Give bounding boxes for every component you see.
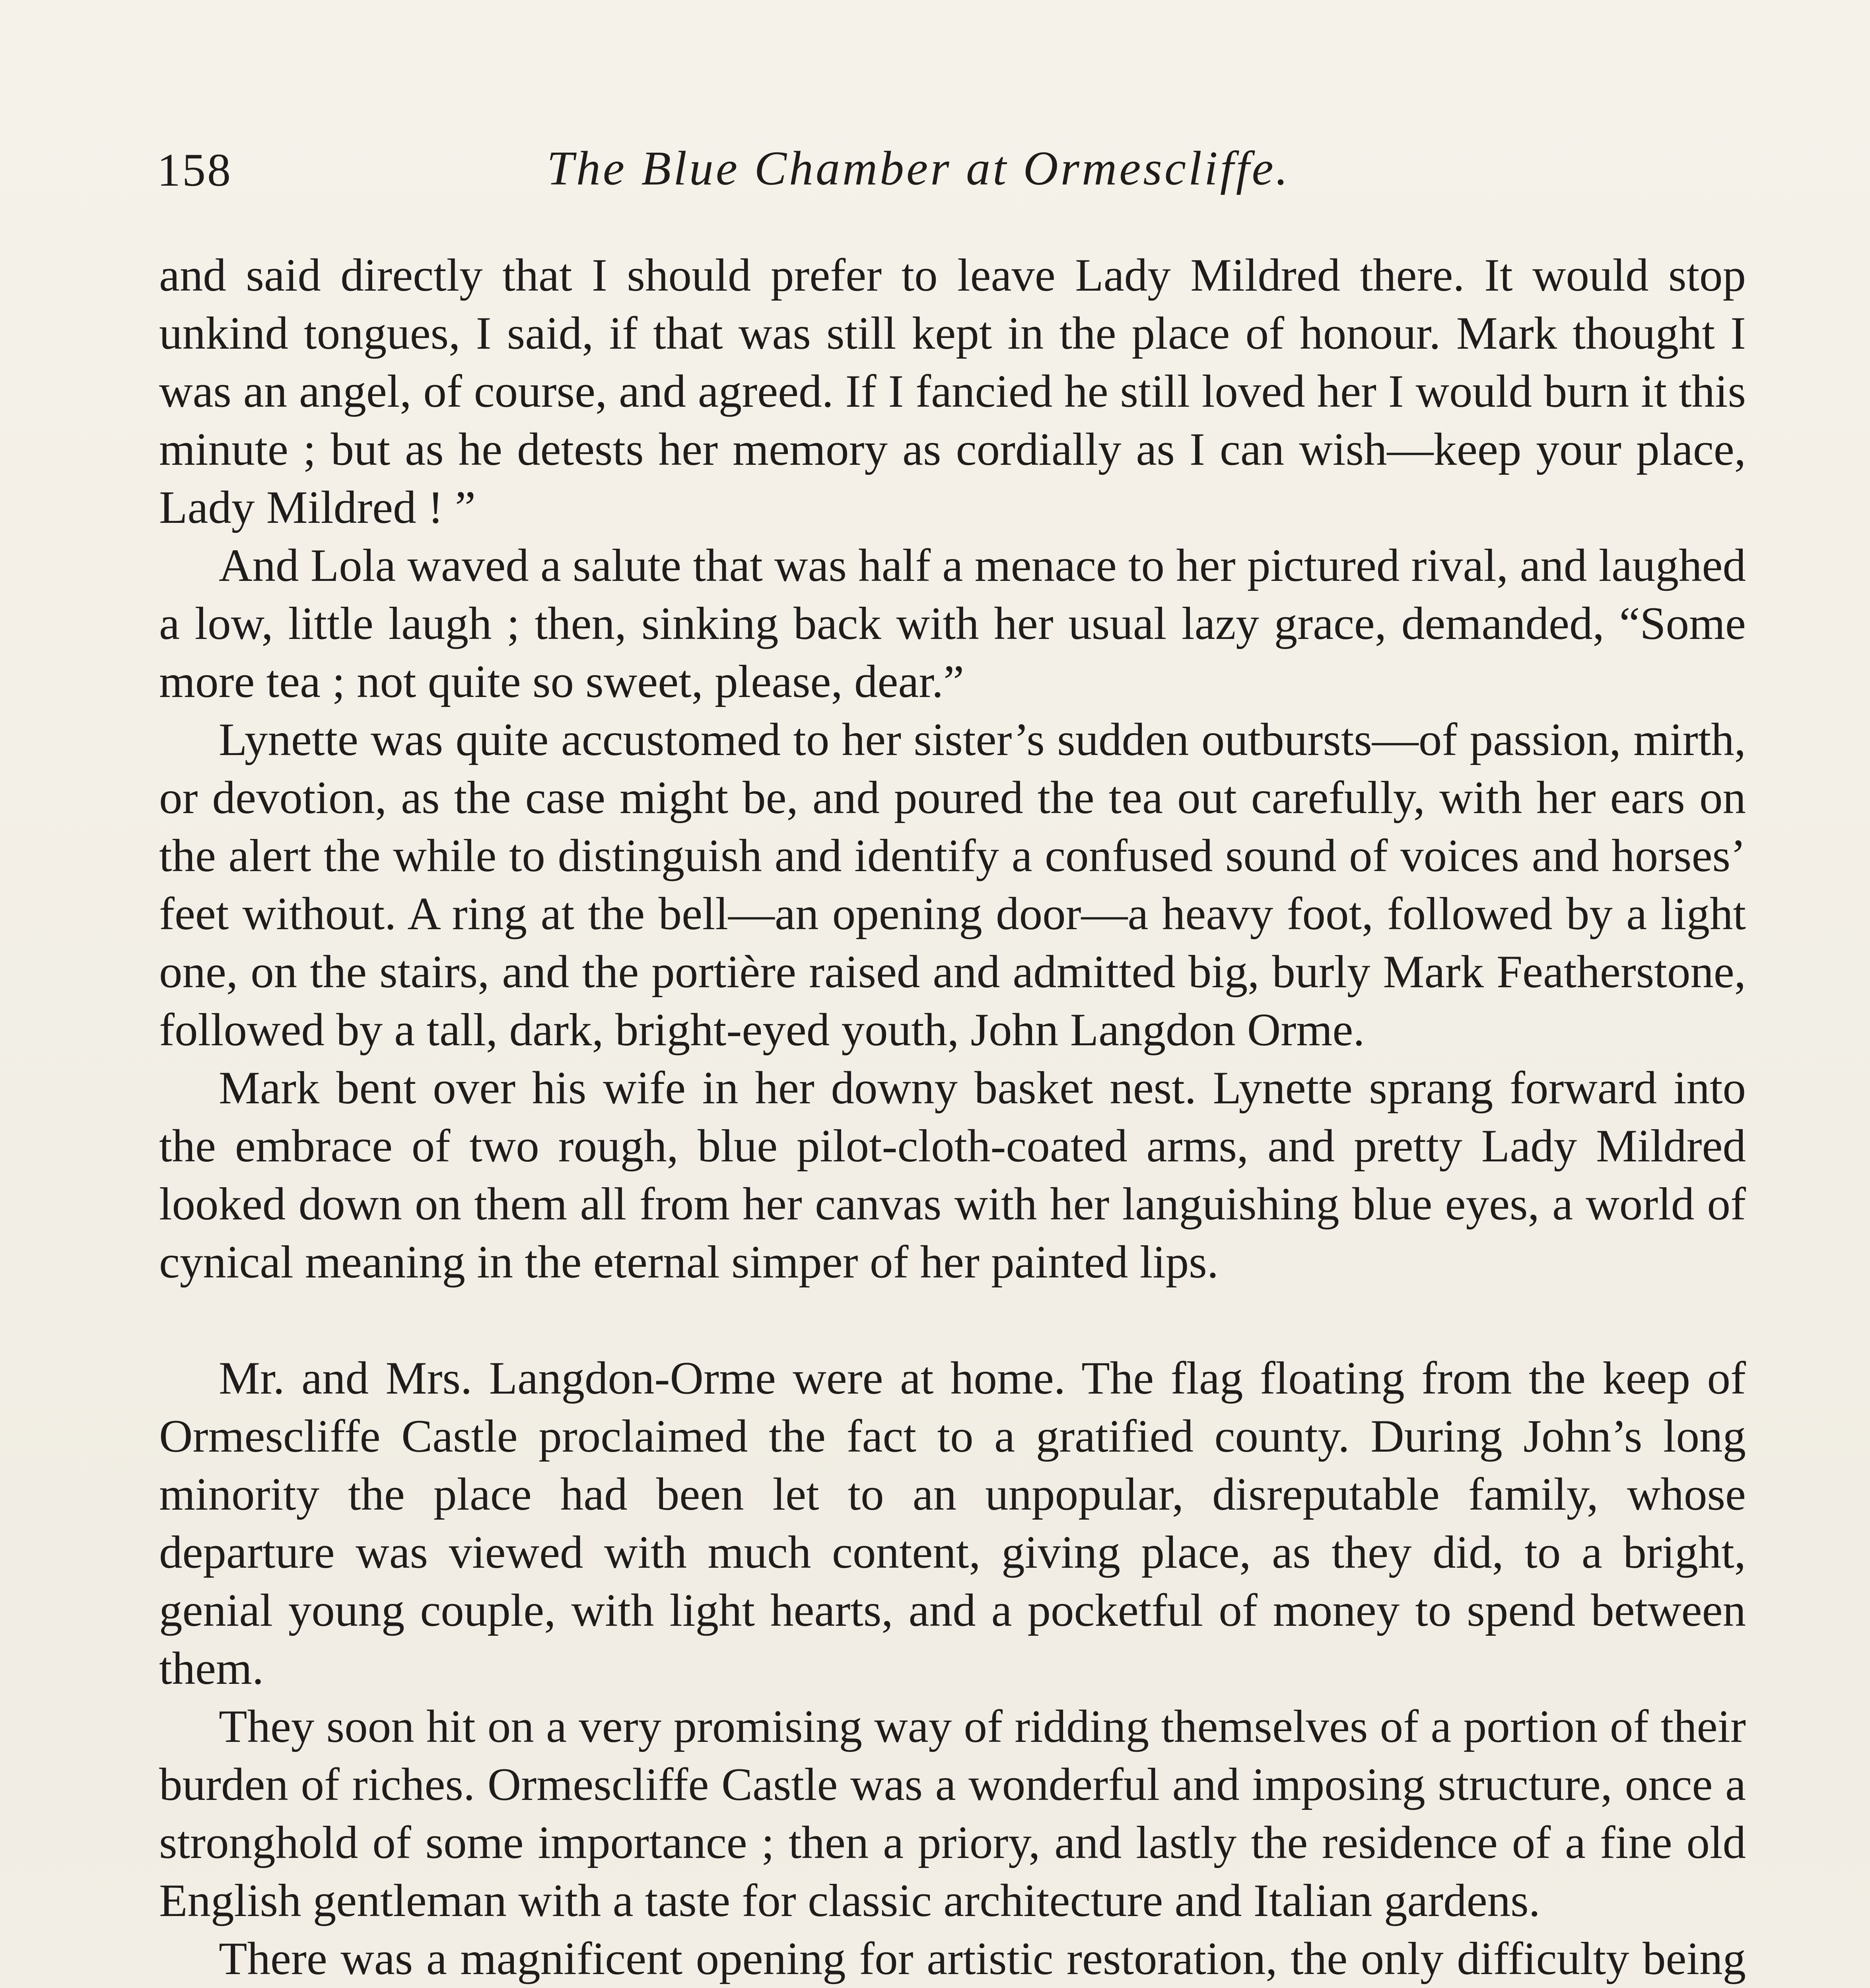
- paragraph: They soon hit on a very promising way of ridding themselves of a portion of their burden of riches. Ormescliffe Castle was a wonderful and imposing structure, once a stronghold of some importance ; then a priory, and lastly the residence of a fine old English gentleman with a taste for classic architecture and Italian gardens.: [159, 1701, 1746, 1926]
- paragraph: Mark bent over his wife in her downy basket nest. Lynette sprang forward into the embrace of two rough, blue pilot-cloth-coated arms, and pretty Lady Mildred looked down on them all from her canvas with her languishing blue eyes, a world of cynical meaning in the eternal simper of her painted lips.: [159, 1062, 1746, 1288]
- page-number: 158: [157, 144, 232, 196]
- paragraph: Lynette was quite accustomed to her sister’s sudden outbursts—of passion, mirth, or devotion, as the case might be, and poured the tea out carefully, with her ears on the alert the while to distinguish and identify a confused sound of voices and horses’ feet without. A ring at the bell—an opening door—a heavy foot, followed by a light one, on the stairs, and the portière raised and admitted big, burly Mark Featherstone, followed by a tall, dark, bright-eyed youth, John Langdon Orme.: [159, 714, 1746, 1056]
- running-head: The Blue Chamber at Ormescliffe.: [547, 142, 1291, 195]
- paragraph: Mr. and Mrs. Langdon-Orme were at home. The flag floating from the keep of Ormescliffe Castle proclaimed the fact to a gratified county. During John’s long minority the place had been let to an unpopular, disreputable family, whose departure was viewed with much content, giving place, as they did, to a bright, genial young couple, with light hearts, and a pocketful of money to spend between them.: [159, 1353, 1746, 1694]
- paragraph: and said directly that I should prefer to leave Lady Mildred there. It would stop unkind tongues, I said, if that was still kept in the place of honour. Mark thought I was an angel, of course, and agreed. If I fancied he still loved her I would burn it this minute ; but as he detests her memory as cordially as I can wish—keep your place, Lady Mildred ! ”: [159, 250, 1746, 533]
- page-header: [157, 131, 1748, 211]
- paragraph: And Lola waved a salute that was half a menace to her pictured rival, and laughed a low, little laugh ; then, sinking back with her usual lazy grace, demanded, “Some more tea ; not quite so sweet, please, dear.”: [159, 540, 1746, 707]
- body-text: [159, 247, 1746, 1988]
- paragraph: There was a magnificent opening for artistic restoration, the only difficulty being: [219, 1933, 1746, 1984]
